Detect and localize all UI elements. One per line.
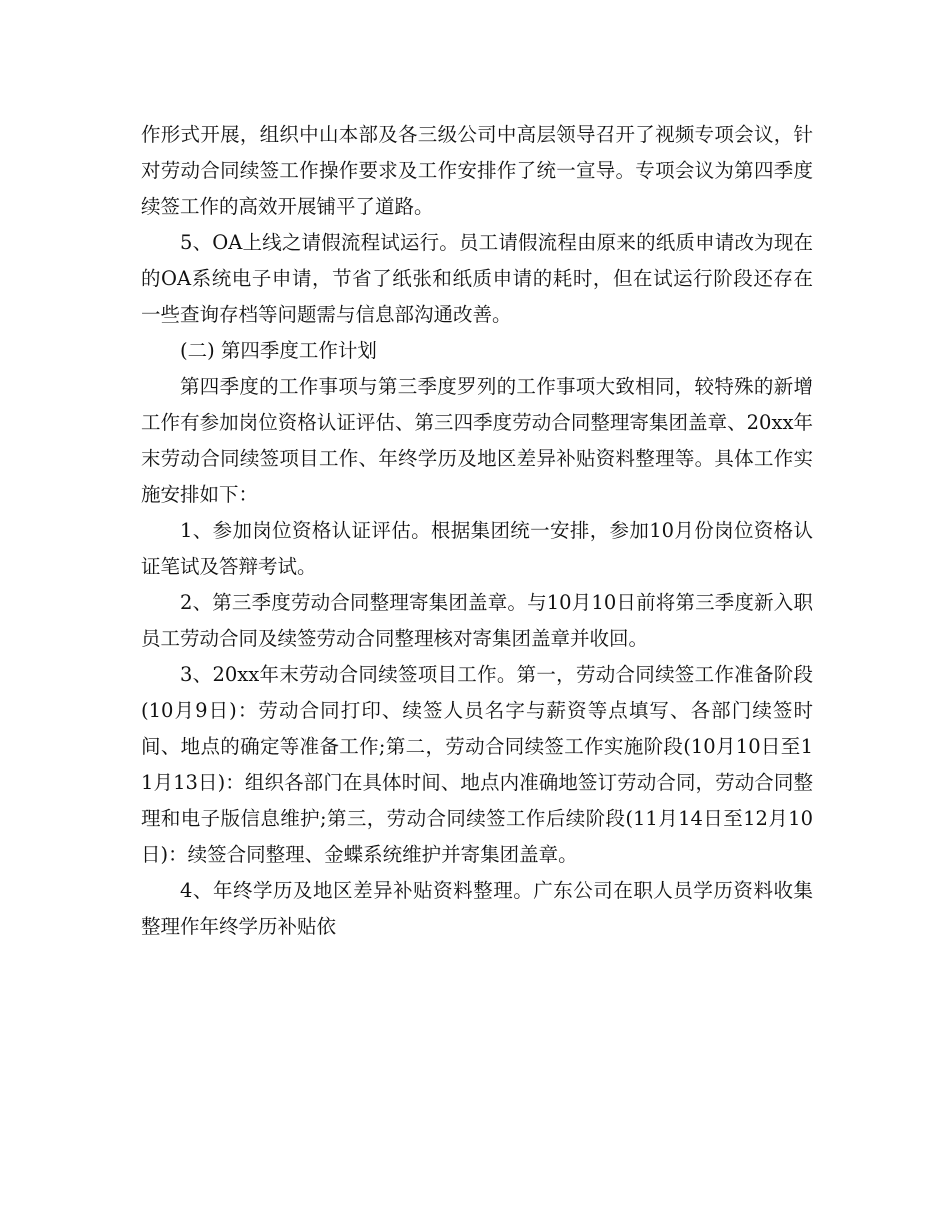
paragraph-item-2: 2、第三季度劳动合同整理寄集团盖章。与10月10日前将第三季度新入职员工劳动合同及续签劳动合同整理核对寄集团盖章并收回。 — [141, 591, 813, 650]
paragraph-item-3: 3、20xx年末劳动合同续签项目工作。第一，劳动合同续签工作准备阶段(10月9日)：劳动合同打印、续签人员名字与薪资等点填写、各部门续签时间、地点的确定等准备工作;第二，劳动合同续签工作实施阶段(10月10日至11月13日)：组织各部门在具体时间、地点内准确地签订劳动合同，劳动合同整理和电子版信息维护;第三，劳动合同续签工作后续阶段(11月14日至12月10日)：续签合同整理、金蝶系统维护并寄集团盖章。 — [141, 663, 813, 866]
paragraph-item-5: 5、OA上线之请假流程试运行。员工请假流程由原来的纸质申请改为现在的OA系统电子申请，节省了纸张和纸质申请的耗时，但在试运行阶段还存在一些查询存档等问题需与信息部沟通改善。 — [141, 231, 813, 326]
document-body — [141, 117, 813, 945]
paragraph-continuation: 作形式开展，组织中山本部及各三级公司中高层领导召开了视频专项会议，针对劳动合同续签工作操作要求及工作安排作了统一宣导。专项会议为第四季度续签工作的高效开展铺平了道路。 — [141, 123, 813, 218]
paragraph-intro: 第四季度的工作事项与第三季度罗列的工作事项大致相同，较特殊的新增工作有参加岗位资格认证评估、第三四季度劳动合同整理寄集团盖章、20xx年末劳动合同续签项目工作、年终学历及地区差异补贴资料整理等。具体工作实施安排如下： — [141, 375, 813, 506]
section-heading: (二) 第四季度工作计划 — [180, 339, 377, 362]
paragraph-item-4: 4、年终学历及地区差异补贴资料整理。广东公司在职人员学历资料收集整理作年终学历补贴依 — [141, 879, 813, 938]
paragraph-item-1: 1、参加岗位资格认证评估。根据集团统一安排，参加10月份岗位资格认证笔试及答辩考试。 — [141, 519, 813, 578]
